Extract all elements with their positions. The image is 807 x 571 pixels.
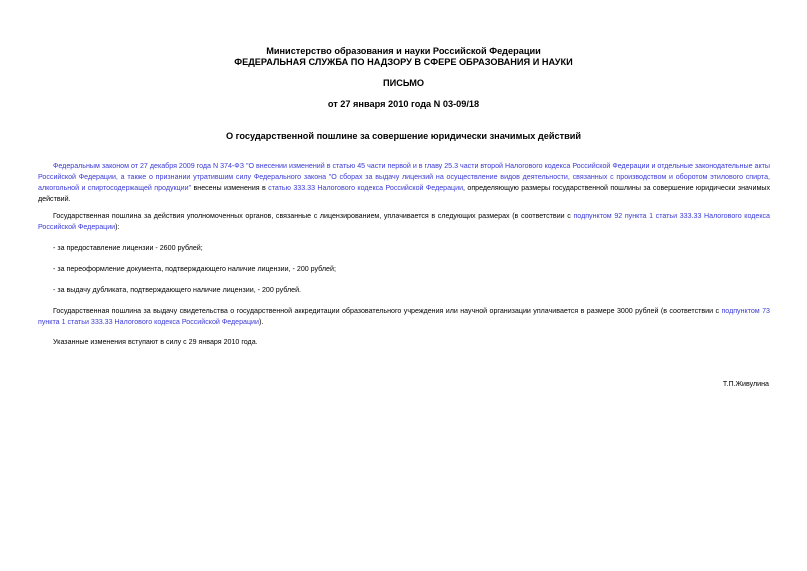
- document-subject: О государственной пошлине за совершение юридически значимых действий: [225, 131, 582, 141]
- document-type: ПИСЬМО: [382, 78, 425, 88]
- list-item-duplicate: - за выдачу дубликата, подтверждающего наличие лицензии, - 200 рублей.: [53, 286, 302, 294]
- subparagraph-92-link[interactable]: подпунктом 92 пункта 1 статьи 333.33 Налогового кодекса Российской Федерации: [38, 212, 771, 231]
- paragraph-text: Государственная пошлина за действия уполномоченных органов, связанные с лицензированием, уплачивается в следующих размерах (в соответствии с: [53, 212, 574, 220]
- paragraph-text: внесены изменения в: [191, 184, 269, 192]
- paragraph-text: ).: [258, 318, 264, 326]
- list-item-license-reissue: - за переоформление документа, подтверждающего наличие лицензии, - 200 рублей;: [53, 265, 336, 273]
- paragraph-accreditation-fee: [38, 306, 770, 328]
- list-item-license-issue: - за предоставление лицензии - 2600 рублей;: [53, 244, 203, 252]
- ministry-name: Министерство образования и науки Российской Федерации: [266, 46, 541, 56]
- signature: Т.П.Живулина: [722, 380, 769, 388]
- paragraph-licensing-fee: [38, 211, 770, 233]
- subparagraph-73-link[interactable]: подпунктом 73 пункта 1 статьи 333.33 Налогового кодекса Российской Федерации: [38, 307, 770, 326]
- document-date-number: от 27 января 2010 года N 03-09/18: [327, 99, 480, 109]
- service-name: ФЕДЕРАЛЬНАЯ СЛУЖБА ПО НАДЗОРУ В СФЕРЕ ОБРАЗОВАНИЯ И НАУКИ: [234, 57, 573, 67]
- paragraph-text: , определяющую размеры государственной пошлины за совершение юридически значимых действий.: [38, 184, 770, 203]
- paragraph-text: ):: [115, 223, 120, 231]
- federal-law-link[interactable]: Федеральным законом от 27 декабря 2009 года N 374-ФЗ "О внесении изменений в статью 45 части первой и в главу 25.3 части второй Налогового кодекса Российской Федерации и отдельные законодательные акты Российской Федерации, а также о признании утратившим силу Федерального закона "О сборах за выдачу лицензий на осуществление видов деятельности, связанных с производством и оборотом этилового спирта, алкогольной и спиртосодержащей продукции": [38, 162, 770, 192]
- tax-code-article-link[interactable]: статью 333.33 Налогового кодекса Российской Федерации: [268, 184, 464, 192]
- paragraph-federal-law: [38, 161, 770, 205]
- paragraph-effective-date: Указанные изменения вступают в силу с 29 января 2010 года.: [53, 338, 258, 346]
- paragraph-text: Государственная пошлина за выдачу свидетельства о государственной аккредитации образовательного учреждения или научной организации уплачивается в размере 3000 рублей (в соответствии с: [53, 307, 722, 315]
